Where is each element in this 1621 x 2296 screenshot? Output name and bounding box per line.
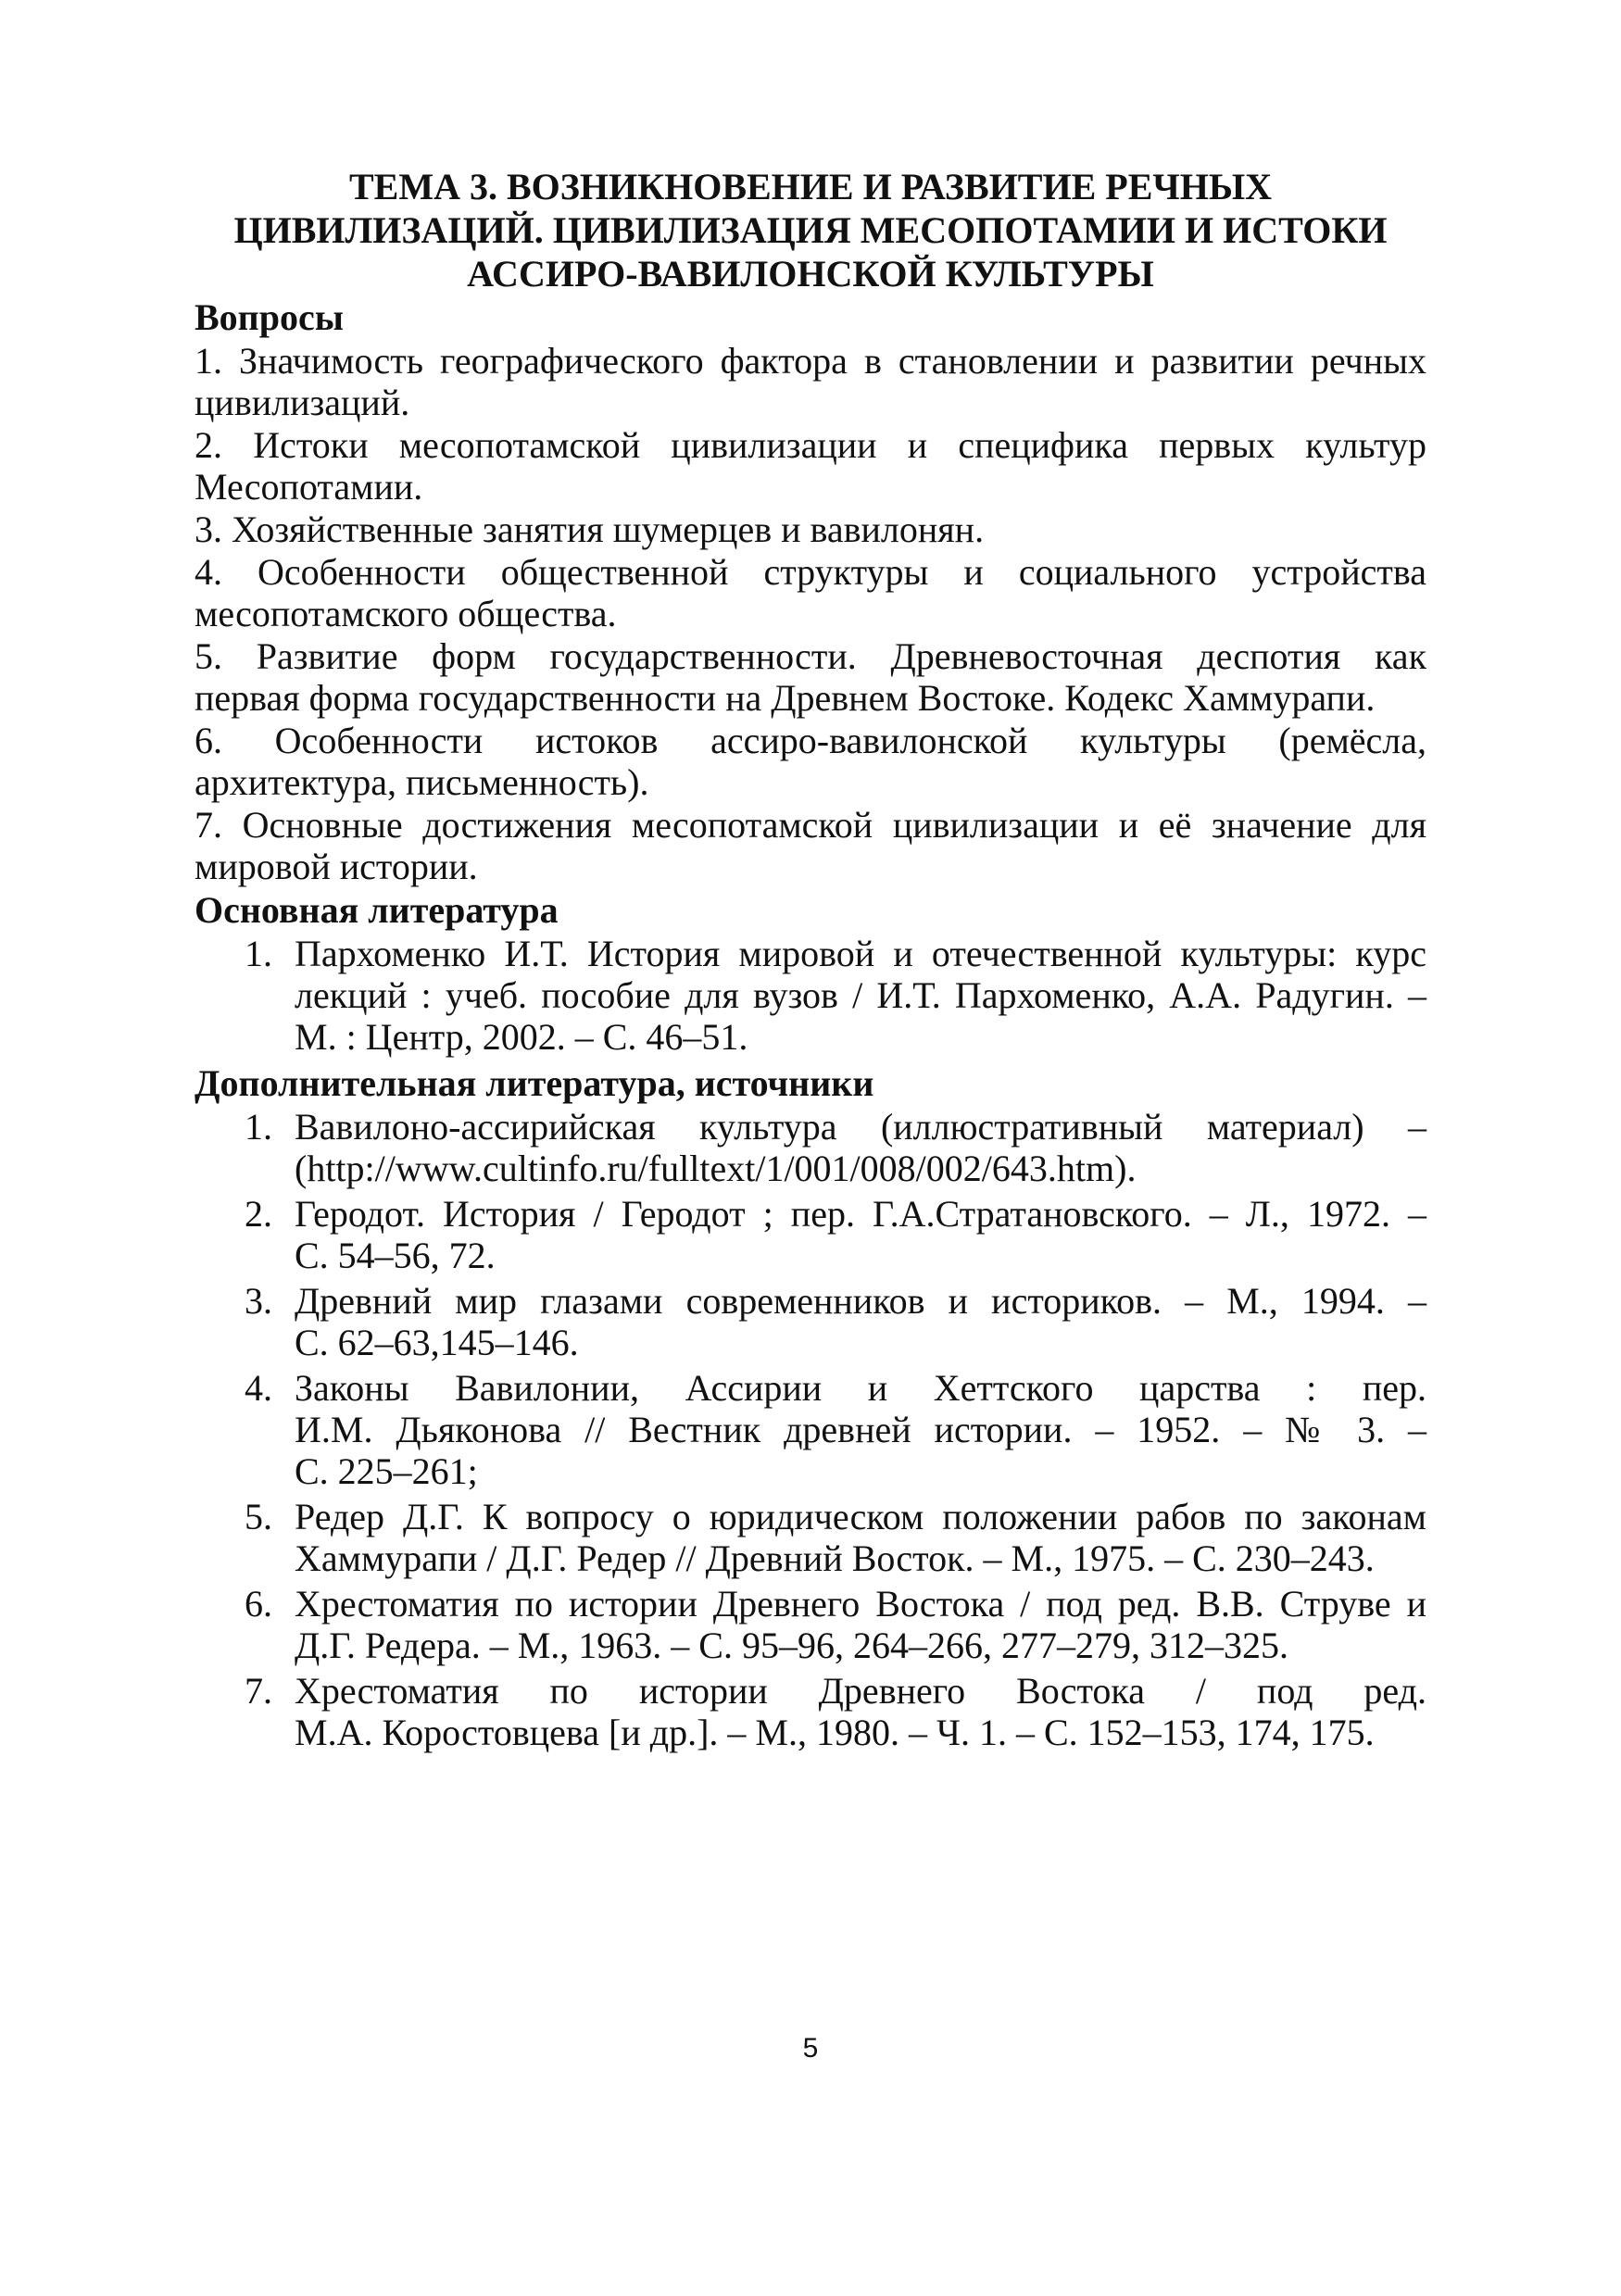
question-item: [195, 424, 1426, 508]
list-item: [195, 1583, 1426, 1666]
main-literature-list: [195, 933, 1426, 1058]
questions-list: [195, 340, 1426, 887]
item-number: 4.: [245, 1367, 272, 1409]
list-item: [195, 933, 1426, 1058]
item-line-1: Хрестоматия по истории Древнего Востока / под ред. В.В. Струве и: [295, 1583, 1426, 1625]
question-7-line-2: мировой истории.: [195, 846, 478, 887]
question-3-line-1: 3. Хозяйственные занятия шумерцев и вавилонян.: [195, 508, 985, 550]
question-5-line-2: первая форма государственности на Древнем Востоке. Кодекс Хаммурапи.: [195, 677, 1376, 719]
item-line-1: Хрестоматия по истории Древнего Востока / под ред.: [295, 1670, 1426, 1712]
list-item: [195, 1670, 1426, 1753]
item-line-3: С. 225–261;: [295, 1450, 478, 1492]
additional-literature-list: [195, 1106, 1426, 1753]
item-number: 1.: [245, 1106, 272, 1148]
question-2-line-2: Месопотамии.: [195, 466, 423, 508]
item-line-1: Редер Д.Г. К вопросу о юридическом положении рабов по законам: [295, 1496, 1426, 1537]
item-line-1: Пархоменко И.Т. История мировой и отечественной культуры: курс: [295, 933, 1426, 974]
item-line-2: С. 54–56, 72.: [295, 1235, 496, 1276]
page-number: 5: [802, 2033, 819, 2064]
item-line-1: Древний мир глазами современников и историков. – М., 1994. –: [295, 1280, 1426, 1322]
question-1-line-1: 1. Значимость географического фактора в становлении и развитии речных: [195, 340, 1426, 382]
question-7-line-1: 7. Основные достижения месопотамской цивилизации и её значение для: [195, 804, 1426, 846]
item-line-2: Д.Г. Редера. – М., 1963. – С. 95–96, 264–266, 277–279, 312–325.: [295, 1625, 1288, 1666]
item-number: 5.: [245, 1496, 272, 1537]
item-line-2: лекций : учеб. пособие для вузов / И.Т. Пархоменко, А.А. Радугин. –: [295, 974, 1426, 1016]
item-line-3: М. : Центр, 2002. – С. 46–51.: [295, 1016, 748, 1058]
item-number: 2.: [245, 1193, 272, 1235]
question-6-line-1: 6. Особенности истоков ассиро-вавилонской культуры (ремёсла,: [195, 720, 1426, 761]
item-number: 7.: [245, 1670, 272, 1712]
list-item: [195, 1496, 1426, 1579]
question-item: [195, 551, 1426, 634]
question-item: [195, 340, 1426, 423]
question-item: [195, 720, 1426, 803]
title-line-2: ЦИВИЛИЗАЦИЙ. ЦИВИЛИЗАЦИЯ МЕСОПОТАМИИ И ИСТОКИ: [233, 209, 1388, 251]
question-item: [195, 804, 1426, 887]
question-item: [195, 635, 1426, 719]
item-line-1: Законы Вавилонии, Ассирии и Хеттского царства : пер.: [295, 1367, 1426, 1409]
item-number: 3.: [245, 1280, 272, 1322]
questions-heading: Вопросы: [195, 296, 344, 338]
question-6-line-2: архитектура, письменность).: [195, 761, 649, 803]
question-4-line-1: 4. Особенности общественной структуры и социального устройства: [195, 551, 1426, 593]
question-item: [195, 508, 1426, 550]
question-4-line-2: месопотамского общества.: [195, 593, 617, 634]
document-page: [195, 165, 1426, 1757]
question-1-line-2: цивилизаций.: [195, 382, 410, 423]
item-line-2: М.А. Коростовцева [и др.]. – М., 1980. – Ч. 1. – С. 152–153, 174, 175.: [295, 1712, 1375, 1753]
item-number: 1.: [245, 933, 272, 974]
main-literature-heading: Основная литература: [195, 889, 559, 931]
list-item: [195, 1280, 1426, 1363]
item-line-2: Хаммурапи / Д.Г. Редер // Древний Восток. – М., 1975. – С. 230–243.: [295, 1537, 1375, 1579]
page-title: [195, 165, 1426, 295]
item-line-1: Вавилоно-ассирийская культура (иллюстративный материал) –: [295, 1106, 1426, 1148]
title-line-3: АССИРО-ВАВИЛОНСКОЙ КУЛЬТУРЫ: [467, 253, 1154, 295]
question-2-line-1: 2. Истоки месопотамской цивилизации и специфика первых культур: [195, 424, 1426, 466]
item-line-2: С. 62–63,145–146.: [295, 1322, 579, 1363]
list-item: [195, 1367, 1426, 1492]
item-line-2: (http://www.cultinfo.ru/fulltext/1/001/008/002/643.htm).: [295, 1148, 1137, 1189]
additional-literature-heading: Дополнительная литература, источники: [195, 1062, 874, 1104]
item-line-1: Геродот. История / Геродот ; пер. Г.А.Стратановского. – Л., 1972. –: [295, 1193, 1426, 1235]
title-line-1: ТЕМА 3. ВОЗНИКНОВЕНИЕ И РАЗВИТИЕ РЕЧНЫХ: [348, 166, 1273, 207]
list-item: [195, 1106, 1426, 1189]
list-item: [195, 1193, 1426, 1276]
question-5-line-1: 5. Развитие форм государственности. Древневосточная деспотия как: [195, 635, 1426, 677]
item-line-2: И.М. Дьяконова // Вестник древней истории. – 1952. – № 3. –: [295, 1409, 1426, 1450]
item-number: 6.: [245, 1583, 272, 1625]
